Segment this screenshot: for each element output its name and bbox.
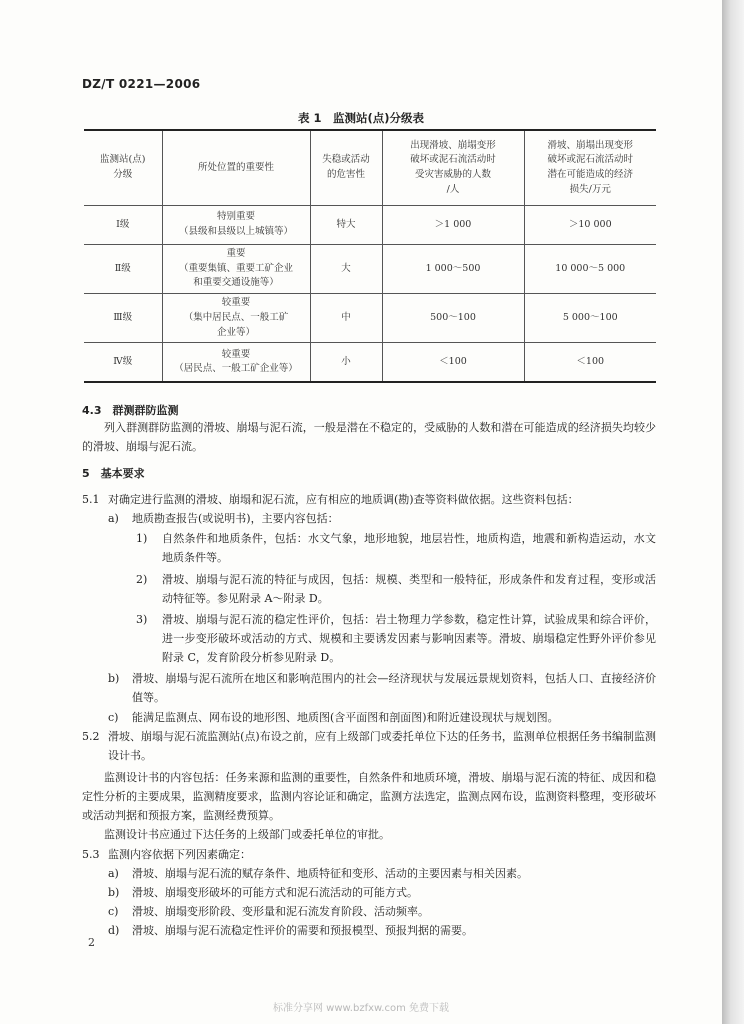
list-label: b) bbox=[108, 886, 120, 899]
grade-cell bbox=[84, 206, 162, 245]
list-label: c) bbox=[108, 905, 119, 918]
people-cell bbox=[382, 206, 524, 245]
grade-table bbox=[84, 129, 656, 383]
cell-text: ＜100 bbox=[576, 355, 605, 367]
hazard-cell bbox=[310, 343, 382, 383]
list-label: a) bbox=[108, 512, 119, 525]
section-heading-5: 5 基本要求 bbox=[82, 467, 145, 480]
grade-cell bbox=[84, 245, 162, 294]
column-header bbox=[84, 130, 162, 206]
clause-5-1-text: 对确定进行监测的滑坡、崩塌和泥石流，应有相应的地质调(勘)查等资料做依据。这些资料包括： bbox=[108, 493, 579, 506]
importance-cell bbox=[162, 294, 310, 343]
list-item-text: 地质勘查报告(或说明书)，主要内容包括： bbox=[132, 512, 339, 525]
list-label: a) bbox=[108, 867, 119, 880]
loss-cell bbox=[524, 294, 656, 343]
clause-number: 5.1 bbox=[82, 493, 100, 506]
importance-cell bbox=[162, 245, 310, 294]
cell-text: 10 000～5 000 bbox=[555, 262, 626, 274]
loss-cell bbox=[524, 343, 656, 383]
cell-text: 1 000～500 bbox=[425, 262, 481, 274]
column-header bbox=[162, 130, 310, 206]
people-cell bbox=[382, 294, 524, 343]
clause-number: 5.2 bbox=[82, 730, 100, 743]
list-label: b) bbox=[108, 672, 120, 685]
table-row bbox=[84, 294, 656, 343]
table-caption: 表 1 监测站(点)分级表 bbox=[297, 111, 425, 125]
grade-cell bbox=[84, 294, 162, 343]
section-heading-4-3: 4.3 群测群防监测 bbox=[82, 404, 179, 417]
cell-text: Ⅰ级 bbox=[116, 218, 130, 230]
list-label: c) bbox=[108, 711, 119, 724]
clause-5-2-text: 滑坡、崩塌与泥石流监测站(点)布设之前，应有上级部门或委托单位下达的任务书，监测单位根据任务书编制监测设计书。 bbox=[108, 730, 656, 762]
table-row bbox=[84, 343, 656, 383]
list-label: d) bbox=[108, 924, 120, 937]
people-cell bbox=[382, 245, 524, 294]
cell-text: 500～100 bbox=[430, 311, 476, 323]
sublist-label: 1) bbox=[136, 532, 148, 545]
cell-text: 中 bbox=[341, 311, 351, 323]
column-header-text: 失稳或活动 的危害性 bbox=[322, 154, 370, 180]
scan-edge-shadow bbox=[722, 0, 744, 1024]
people-cell bbox=[382, 343, 524, 383]
list-item-text: 滑坡、崩塌与泥石流稳定性评价的需要和预报模型、预报判据的需要。 bbox=[132, 924, 473, 937]
watermark-text: 标准分享网 www.bzfxw.com 免费下载 bbox=[273, 1003, 449, 1014]
cell-text: ＞10 000 bbox=[568, 218, 612, 230]
cell-text: Ⅳ级 bbox=[113, 355, 133, 367]
cell-text: ＜100 bbox=[439, 355, 467, 367]
list-item-text: 能满足监测点、网布设的地形图、地质图(含平面图和剖面图)和附近建设现状与规划图。 bbox=[132, 711, 559, 724]
table-row bbox=[84, 245, 656, 294]
cell-text: Ⅱ级 bbox=[114, 262, 131, 274]
column-header-text: 所处位置的重要性 bbox=[197, 161, 274, 173]
list-item-text: 滑坡、崩塌与泥石流所在地区和影响范围内的社会—经济现状与发展远景规划资料，包括人口、直接经济价值等。 bbox=[132, 672, 656, 704]
page-number: 2 bbox=[88, 936, 95, 949]
standard-code: DZ/T 0221—2006 bbox=[82, 77, 201, 91]
column-header-text: 出现滑坡、崩塌变形 破坏或泥石流活动时 受灾害威胁的人数 /人 bbox=[410, 139, 496, 195]
clause-5-3-text: 监测内容依据下列因素确定： bbox=[108, 848, 251, 861]
list-item-text: 滑坡、崩塌变形阶段、变形量和泥石流发育阶段、活动频率。 bbox=[132, 905, 429, 918]
cell-text: 小 bbox=[341, 355, 351, 367]
clause-number: 5.3 bbox=[82, 848, 100, 861]
sublist-label: 3) bbox=[136, 613, 148, 626]
importance-cell bbox=[162, 343, 310, 383]
cell-text: 较重要 （居民点、一般工矿企业等） bbox=[174, 348, 298, 375]
list-item-text: 滑坡、崩塌变形破坏的可能方式和泥石流活动的可能方式。 bbox=[132, 886, 418, 899]
cell-text: 5 000～100 bbox=[562, 311, 618, 323]
table-row bbox=[84, 206, 656, 245]
column-header-text: 滑坡、崩塌出现变形 破坏或泥石流活动时 潜在可能造成的经济 损失/万元 bbox=[547, 139, 633, 195]
cell-text: 大 bbox=[341, 262, 351, 274]
sublist-item-text: 滑坡、崩塌与泥石流的稳定性评价，包括：岩土物理力学参数，稳定性计算，试验成果和综合评价，进一步变形破坏或活动的方式、规模和主要诱发因素与影响因素等。滑坡、崩塌稳定性野外评价参见附录 C，发育阶段分析参见附录 D。 bbox=[162, 613, 656, 664]
section-4-3-text: 列入群测群防监测的滑坡、崩塌与泥石流，一般是潜在不稳定的，受威胁的人数和潜在可能造成的经济损失均较少的滑坡、崩塌与泥石流。 bbox=[82, 421, 656, 453]
cell-text: 重要 （重要集镇、重要工矿企业 和重要交通设施等） bbox=[178, 248, 293, 289]
grade-cell bbox=[84, 343, 162, 383]
clause-5-2-paragraph: 监测设计书的内容包括：任务来源和监测的重要性，自然条件和地质环境，滑坡、崩塌与泥石流的特征、成因和稳定性分析的主要成果，监测精度要求，监测内容论证和确定，监测方法选定，监测点网布设，监测资料整理，变形破坏或活动判据和预报方案，监测经费预算。 bbox=[82, 771, 656, 822]
column-header bbox=[310, 130, 382, 206]
column-header bbox=[524, 130, 656, 206]
table-header-row bbox=[84, 130, 656, 206]
sublist-item-text: 自然条件和地质条件，包括：水文气象，地形地貌，地层岩性，地质构造，地震和新构造运动，水文地质条件等。 bbox=[162, 532, 656, 564]
column-header-text: 监测站(点) 分级 bbox=[100, 154, 146, 180]
loss-cell bbox=[524, 206, 656, 245]
clause-5-2-paragraph: 监测设计书应通过下达任务的上级部门或委托单位的审批。 bbox=[104, 828, 390, 841]
cell-text: ＞1 000 bbox=[434, 218, 472, 230]
column-header bbox=[382, 130, 524, 206]
cell-text: Ⅲ级 bbox=[113, 311, 133, 323]
importance-cell bbox=[162, 206, 310, 245]
sublist-item-text: 滑坡、崩塌与泥石流的特征与成因，包括：规模、类型和一般特征，形成条件和发育过程，变形或活动特征等。参见附录 A～附录 D。 bbox=[162, 573, 656, 605]
hazard-cell bbox=[310, 206, 382, 245]
sublist-label: 2) bbox=[136, 573, 148, 586]
loss-cell bbox=[524, 245, 656, 294]
hazard-cell bbox=[310, 245, 382, 294]
cell-text: 较重要 （集中居民点、一般工矿 企业等） bbox=[183, 297, 289, 338]
cell-text: 特别重要 （县级和县级以上城镇等） bbox=[178, 211, 293, 237]
hazard-cell bbox=[310, 294, 382, 343]
list-item-text: 滑坡、崩塌与泥石流的赋存条件、地质特征和变形、活动的主要因素与相关因素。 bbox=[132, 867, 528, 880]
cell-text: 特大 bbox=[336, 218, 356, 230]
